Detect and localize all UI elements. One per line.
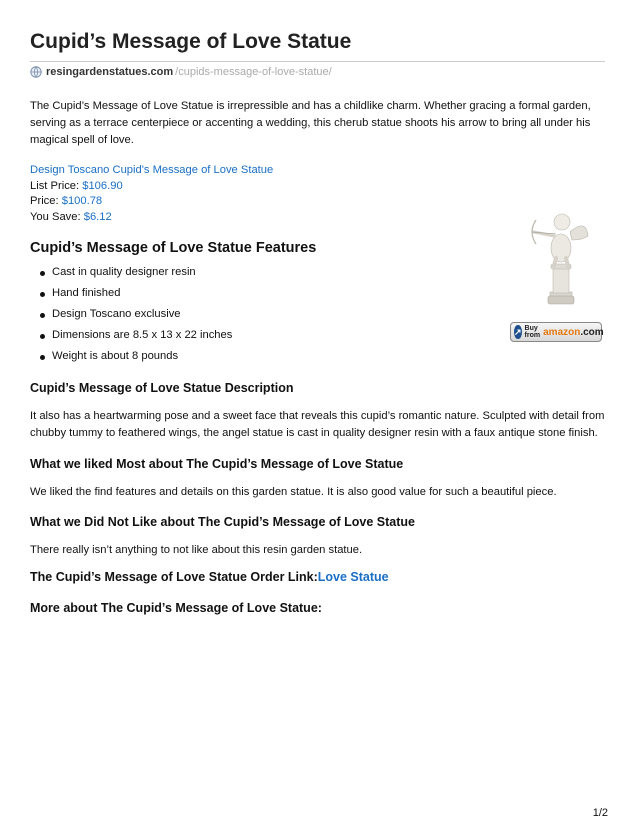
order-heading-text: The Cupid’s Message of Love Statue Order Link: <box>30 570 318 584</box>
page-number: 1/2 <box>592 807 608 819</box>
cupid-statue-image[interactable] <box>526 196 596 316</box>
list-price-label: List Price: <box>30 179 80 192</box>
list-item: Weight is about 8 pounds <box>30 350 232 371</box>
amazon-logo-main: amazon <box>543 326 581 338</box>
buy-from-amazon-button[interactable] <box>510 322 602 342</box>
description-text: It also has a heartwarming pose and a sweet face that reveals this cupid’s romantic nature. Sculpted with detail from chubby tummy to feathered wings, the angel statue is cast in quality designer resin with a faux antique stone finish. <box>30 410 605 439</box>
amazon-logo-tld: .com <box>580 326 604 338</box>
source-domain[interactable]: resingardenstatues.com <box>46 66 174 78</box>
description-heading: Cupid’s Message of Love Statue Description <box>30 381 294 395</box>
product-link[interactable]: Design Toscano Cupid's Message of Love Statue <box>30 164 274 176</box>
globe-icon <box>30 66 42 78</box>
amazon-arrow-icon: ↗ <box>514 327 522 337</box>
page-title: Cupid’s Message of Love Statue <box>30 30 352 53</box>
title-divider <box>30 61 605 62</box>
source-line <box>30 66 332 78</box>
liked-text: We liked the find features and details on this garden statue. It is also good value for such a beautiful piece. <box>30 486 557 498</box>
features-list <box>30 266 232 371</box>
features-heading: Cupid’s Message of Love Statue Features <box>30 240 317 256</box>
disliked-text: There really isn’t anything to not like about this resin garden statue. <box>30 544 363 556</box>
source-path[interactable]: /cupids-message-of-love-statue/ <box>175 66 332 78</box>
price-label: Price: <box>30 195 59 207</box>
disliked-heading: What we Did Not Like about The Cupid’s Message of Love Statue <box>30 515 415 529</box>
list-item: Hand finished <box>30 287 232 308</box>
save-value: $6.12 <box>83 210 112 223</box>
intro-paragraph: The Cupid’s Message of Love Statue is irrepressible and has a childlike charm. Whether gracing a formal garden, serving as a terrace centerpiece or accenting a wedding, this cherub statue shoots his arrow to bring all under his magical spell of love. <box>30 100 591 146</box>
amazon-logo <box>543 327 604 338</box>
save-label: You Save: <box>30 210 81 223</box>
more-heading: More about The Cupid’s Message of Love Statue: <box>30 601 322 615</box>
amazon-buy-text: Buy <box>524 325 538 332</box>
list-item: Design Toscano exclusive <box>30 308 232 329</box>
price-value: $100.78 <box>61 195 103 207</box>
liked-heading: What we liked Most about The Cupid’s Message of Love Statue <box>30 457 404 471</box>
price-block <box>30 163 273 225</box>
order-link[interactable]: Love Statue <box>317 570 389 584</box>
list-price-value: $106.90 <box>82 179 123 192</box>
list-item: Cast in quality designer resin <box>30 266 232 287</box>
list-item: Dimensions are 8.5 x 13 x 22 inches <box>30 329 232 350</box>
order-heading <box>30 570 389 584</box>
amazon-from-text: from <box>524 332 541 339</box>
